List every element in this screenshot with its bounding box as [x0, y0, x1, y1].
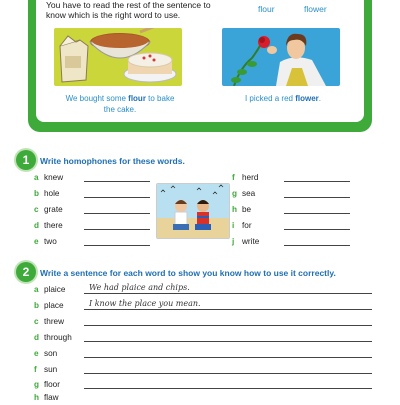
- section-2-number: 2: [16, 262, 36, 282]
- item-letter: d: [34, 333, 40, 342]
- caption-flower: [222, 93, 344, 104]
- answer-line-d[interactable]: [84, 229, 150, 230]
- item-word: knew: [44, 173, 64, 182]
- answer-line-j[interactable]: [284, 245, 350, 246]
- sentence-line-b[interactable]: [84, 309, 372, 310]
- answer-line-a[interactable]: [84, 181, 150, 182]
- item-word: sea: [242, 189, 256, 198]
- item-letter: c: [34, 317, 39, 326]
- answer-line-g[interactable]: [284, 197, 350, 198]
- item-word: for: [242, 221, 252, 230]
- sentence-line-a[interactable]: [84, 293, 372, 294]
- item-letter: j: [232, 237, 235, 246]
- caption-flour-word: flour: [128, 94, 146, 103]
- sentence-line-f[interactable]: [84, 373, 372, 374]
- item-word: plaice: [44, 285, 66, 294]
- section-1-title: Write homophones for these words.: [40, 156, 185, 166]
- handwritten-answer-b: I know the place you mean.: [89, 299, 201, 308]
- example-word-flower: flower: [304, 4, 327, 14]
- item-letter: f: [34, 365, 37, 374]
- item-word: grate: [44, 205, 63, 214]
- item-word: threw: [44, 317, 65, 326]
- item-word: flaw: [44, 393, 59, 402]
- intro-line-1: You have to read the rest of the sentence to: [46, 0, 211, 10]
- caption-flour: [50, 93, 190, 115]
- item-letter: b: [34, 189, 40, 198]
- item-letter: g: [34, 380, 40, 389]
- sentence-line-g[interactable]: [84, 388, 372, 389]
- item-word: there: [44, 221, 63, 230]
- caption-flower-after: .: [318, 94, 322, 103]
- item-letter: a: [34, 173, 39, 182]
- item-letter: h: [34, 393, 40, 402]
- baking-illustration: [54, 28, 182, 86]
- caption-flour-before: We bought some: [65, 94, 129, 103]
- caption-flower-word: flower: [295, 94, 319, 103]
- item-letter: d: [34, 221, 40, 230]
- item-word: son: [44, 349, 58, 358]
- item-letter: b: [34, 301, 40, 310]
- answer-line-f[interactable]: [284, 181, 350, 182]
- item-word: place: [44, 301, 64, 310]
- answer-line-c[interactable]: [84, 213, 150, 214]
- answer-line-e[interactable]: [84, 245, 150, 246]
- caption-flour-line2: the cake.: [103, 105, 137, 114]
- item-word: be: [242, 205, 252, 214]
- item-letter: c: [34, 205, 39, 214]
- section-1-number: 1: [16, 150, 36, 170]
- handwritten-answer-a: We had plaice and chips.: [89, 283, 190, 292]
- sentence-line-d[interactable]: [84, 341, 372, 342]
- item-word: sun: [44, 365, 58, 374]
- example-word-flour: flour: [258, 4, 275, 14]
- sentence-line-e[interactable]: [84, 357, 372, 358]
- item-letter: e: [34, 237, 39, 246]
- flower-illustration: [222, 28, 340, 86]
- children-illustration: [156, 183, 230, 239]
- sentence-line-c[interactable]: [84, 325, 372, 326]
- item-word: write: [242, 237, 260, 246]
- caption-flower-before: I picked a red: [244, 94, 296, 103]
- item-word: floor: [44, 380, 60, 389]
- item-letter: g: [232, 189, 238, 198]
- item-letter: f: [232, 173, 235, 182]
- intro-line-2: know which is the right word to use.: [46, 10, 181, 20]
- item-word: through: [44, 333, 72, 342]
- intro-text: [46, 0, 236, 20]
- answer-line-h[interactable]: [284, 213, 350, 214]
- section-2-title: Write a sentence for each word to show you know how to use it correctly.: [40, 268, 336, 278]
- answer-line-i[interactable]: [284, 229, 350, 230]
- caption-flour-after: to bake: [145, 94, 175, 103]
- item-word: hole: [44, 189, 60, 198]
- item-letter: i: [232, 221, 235, 230]
- item-word: herd: [242, 173, 259, 182]
- item-letter: a: [34, 285, 39, 294]
- item-letter: e: [34, 349, 39, 358]
- answer-line-b[interactable]: [84, 197, 150, 198]
- item-word: two: [44, 237, 57, 246]
- item-letter: h: [232, 205, 238, 214]
